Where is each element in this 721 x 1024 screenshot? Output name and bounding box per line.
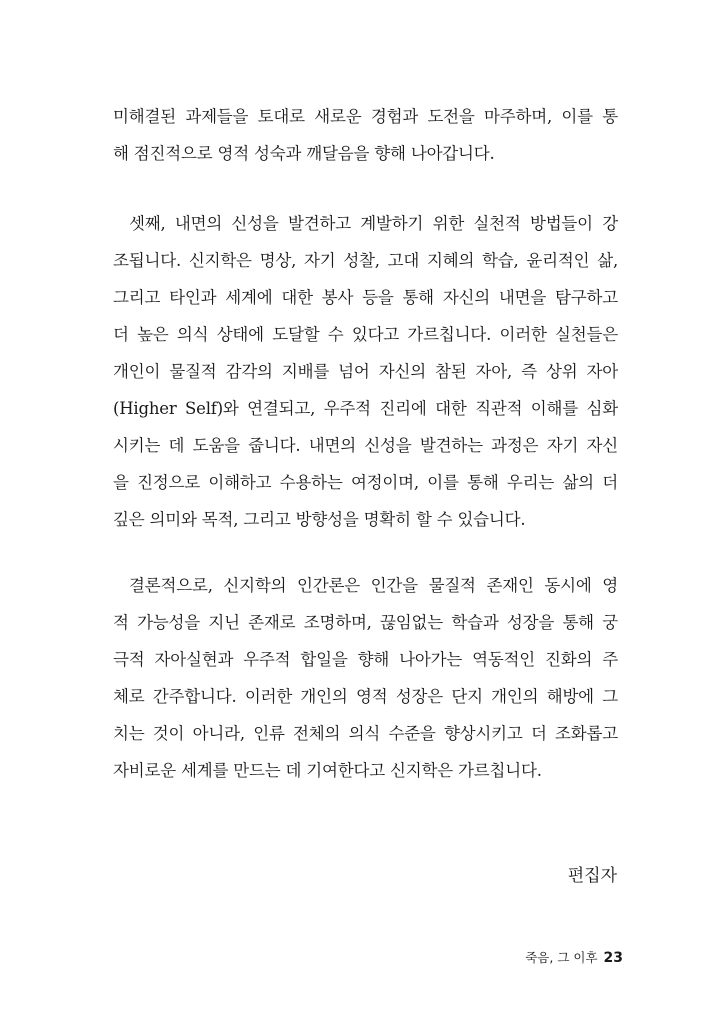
text-line: 을 진정으로 이해하고 수용하는 여정이며, 이를 통해 우리는 삶의 더 bbox=[113, 473, 618, 492]
text-line: (Higher Self)와 연결되고, 우주적 진리에 대한 직관적 이해를 심화 bbox=[113, 399, 618, 418]
text-line: 시키는 데 도움을 줍니다. 내면의 신성을 발견하는 과정은 자기 자신 bbox=[113, 436, 618, 455]
text-line: 개인이 물질적 감각의 지배를 넘어 자신의 참된 자아, 즉 상위 자아 bbox=[113, 362, 618, 381]
text-line: 자비로운 세계를 만드는 데 기여한다고 신지학은 가르칩니다. bbox=[113, 761, 542, 780]
paragraph-third-point bbox=[113, 205, 618, 538]
signature: 편집자 bbox=[567, 866, 617, 886]
paragraph-conclusion bbox=[113, 567, 618, 789]
text-line: 그리고 타인과 세계에 대한 봉사 등을 통해 자신의 내면을 탐구하고 bbox=[113, 288, 618, 307]
paragraph-continuation bbox=[113, 98, 618, 172]
text-line: 미해결된 과제들을 토대로 새로운 경험과 도전을 마주하며, 이를 통 bbox=[113, 107, 618, 126]
text-line: 깊은 의미와 목적, 그리고 방향성을 명확히 할 수 있습니다. bbox=[113, 510, 526, 529]
book-title: 죽음, 그 이후 bbox=[525, 950, 598, 965]
text-line: 결론적으로, 신지학의 인간론은 인간을 물질적 존재인 동시에 영 bbox=[129, 576, 618, 595]
text-line: 해 점진적으로 영적 성숙과 깨달음을 향해 나아갑니다. bbox=[113, 144, 495, 163]
page-footer bbox=[525, 948, 623, 968]
text-line: 치는 것이 아니라, 인류 전체의 의식 수준을 향상시키고 더 조화롭고 bbox=[113, 724, 618, 743]
text-line: 셋째, 내면의 신성을 발견하고 계발하기 위한 실천적 방법들이 강 bbox=[129, 214, 618, 233]
text-line: 극적 자아실현과 우주적 합일을 향해 나아가는 역동적인 진화의 주 bbox=[113, 650, 618, 669]
text-line: 체로 간주합니다. 이러한 개인의 영적 성장은 단지 개인의 해방에 그 bbox=[113, 687, 618, 706]
text-line: 조됩니다. 신지학은 명상, 자기 성찰, 고대 지혜의 학습, 윤리적인 삶, bbox=[113, 251, 618, 270]
text-line: 더 높은 의식 상태에 도달할 수 있다고 가르칩니다. 이러한 실천들은 bbox=[113, 325, 618, 344]
page-number: 23 bbox=[603, 950, 623, 966]
text-line: 적 가능성을 지닌 존재로 조명하며, 끊임없는 학습과 성장을 통해 궁 bbox=[113, 613, 618, 632]
